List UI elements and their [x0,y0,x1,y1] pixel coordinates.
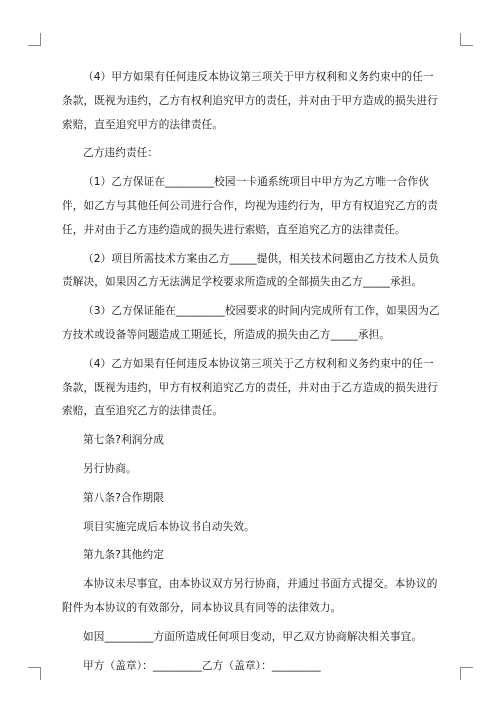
article-9-body: 本协议未尽事宜，由本协议双方另行协商，并通过书面方式提交。本协议的附件为本协议的有效部分，同本协议具有同等的法律效力。 [62,578,438,614]
crop-mark-top-left [28,33,41,46]
clause-party-a-breach-4: （4）甲方如果有任何违反本协议第三项关于甲方权利和义务约束中的任一条款，既视为违约，乙方有权利追究甲方的责任，并对由于甲方造成的损失进行索赔，直至追究甲方的法律责任。 [62,71,439,131]
article-9-changes: 如因_________方面所造成任何项目变动，甲乙双方协商解决相关事宜。 [83,630,423,643]
heading-article-9: 第九条?其他约定 [83,549,164,562]
crop-mark-bottom-right [460,667,473,680]
article-7-body: 另行协商。 [83,462,137,475]
clause-party-b-1: （1）乙方保证在_________校园一卡通系统项目中甲方为乙方唯一合作伙伴，如乙方与其他任何公司进行合作，均视为违约行为，甲方有权追究乙方的责任，并对由于乙方违约造成的损失进行索赔，直至追究乙方的法律责任。 [62,176,439,236]
heading-article-8: 第八条?合作期限 [83,491,164,504]
heading-article-7: 第七条?利润分成 [83,434,164,447]
document-body [62,66,443,683]
clause-party-b-3: （3）乙方保证能在_________校园要求的时间内完成所有工作，如果因为乙方技术或设备等问题造成工期延长，所造成的损失由乙方_____承担。 [62,305,440,341]
heading-party-b-liability: 乙方违约责任： [83,147,159,160]
signature-line: 甲方（盖章）：_________乙方（盖章）：_________ [83,659,321,672]
crop-mark-bottom-left [28,667,41,680]
crop-mark-top-right [460,33,473,46]
clause-party-b-4: （4）乙方如果有任何违反本协议第三项关于乙方权利和义务约束中的任一条款，既视为违约，甲方有权利追究乙方的责任，并对由于乙方造成的损失进行索赔，直至追究乙方的法律责任。 [62,357,439,418]
clause-party-b-2: （2）项目所需技术方案由乙方_____提供，相关技术问题由乙方技术人员负责解决，如果因乙方无法满足学校要求所造成的全部损失由乙方_____承担。 [62,252,440,289]
article-8-body: 项目实施完成后本协议书自动失效。 [83,520,255,533]
